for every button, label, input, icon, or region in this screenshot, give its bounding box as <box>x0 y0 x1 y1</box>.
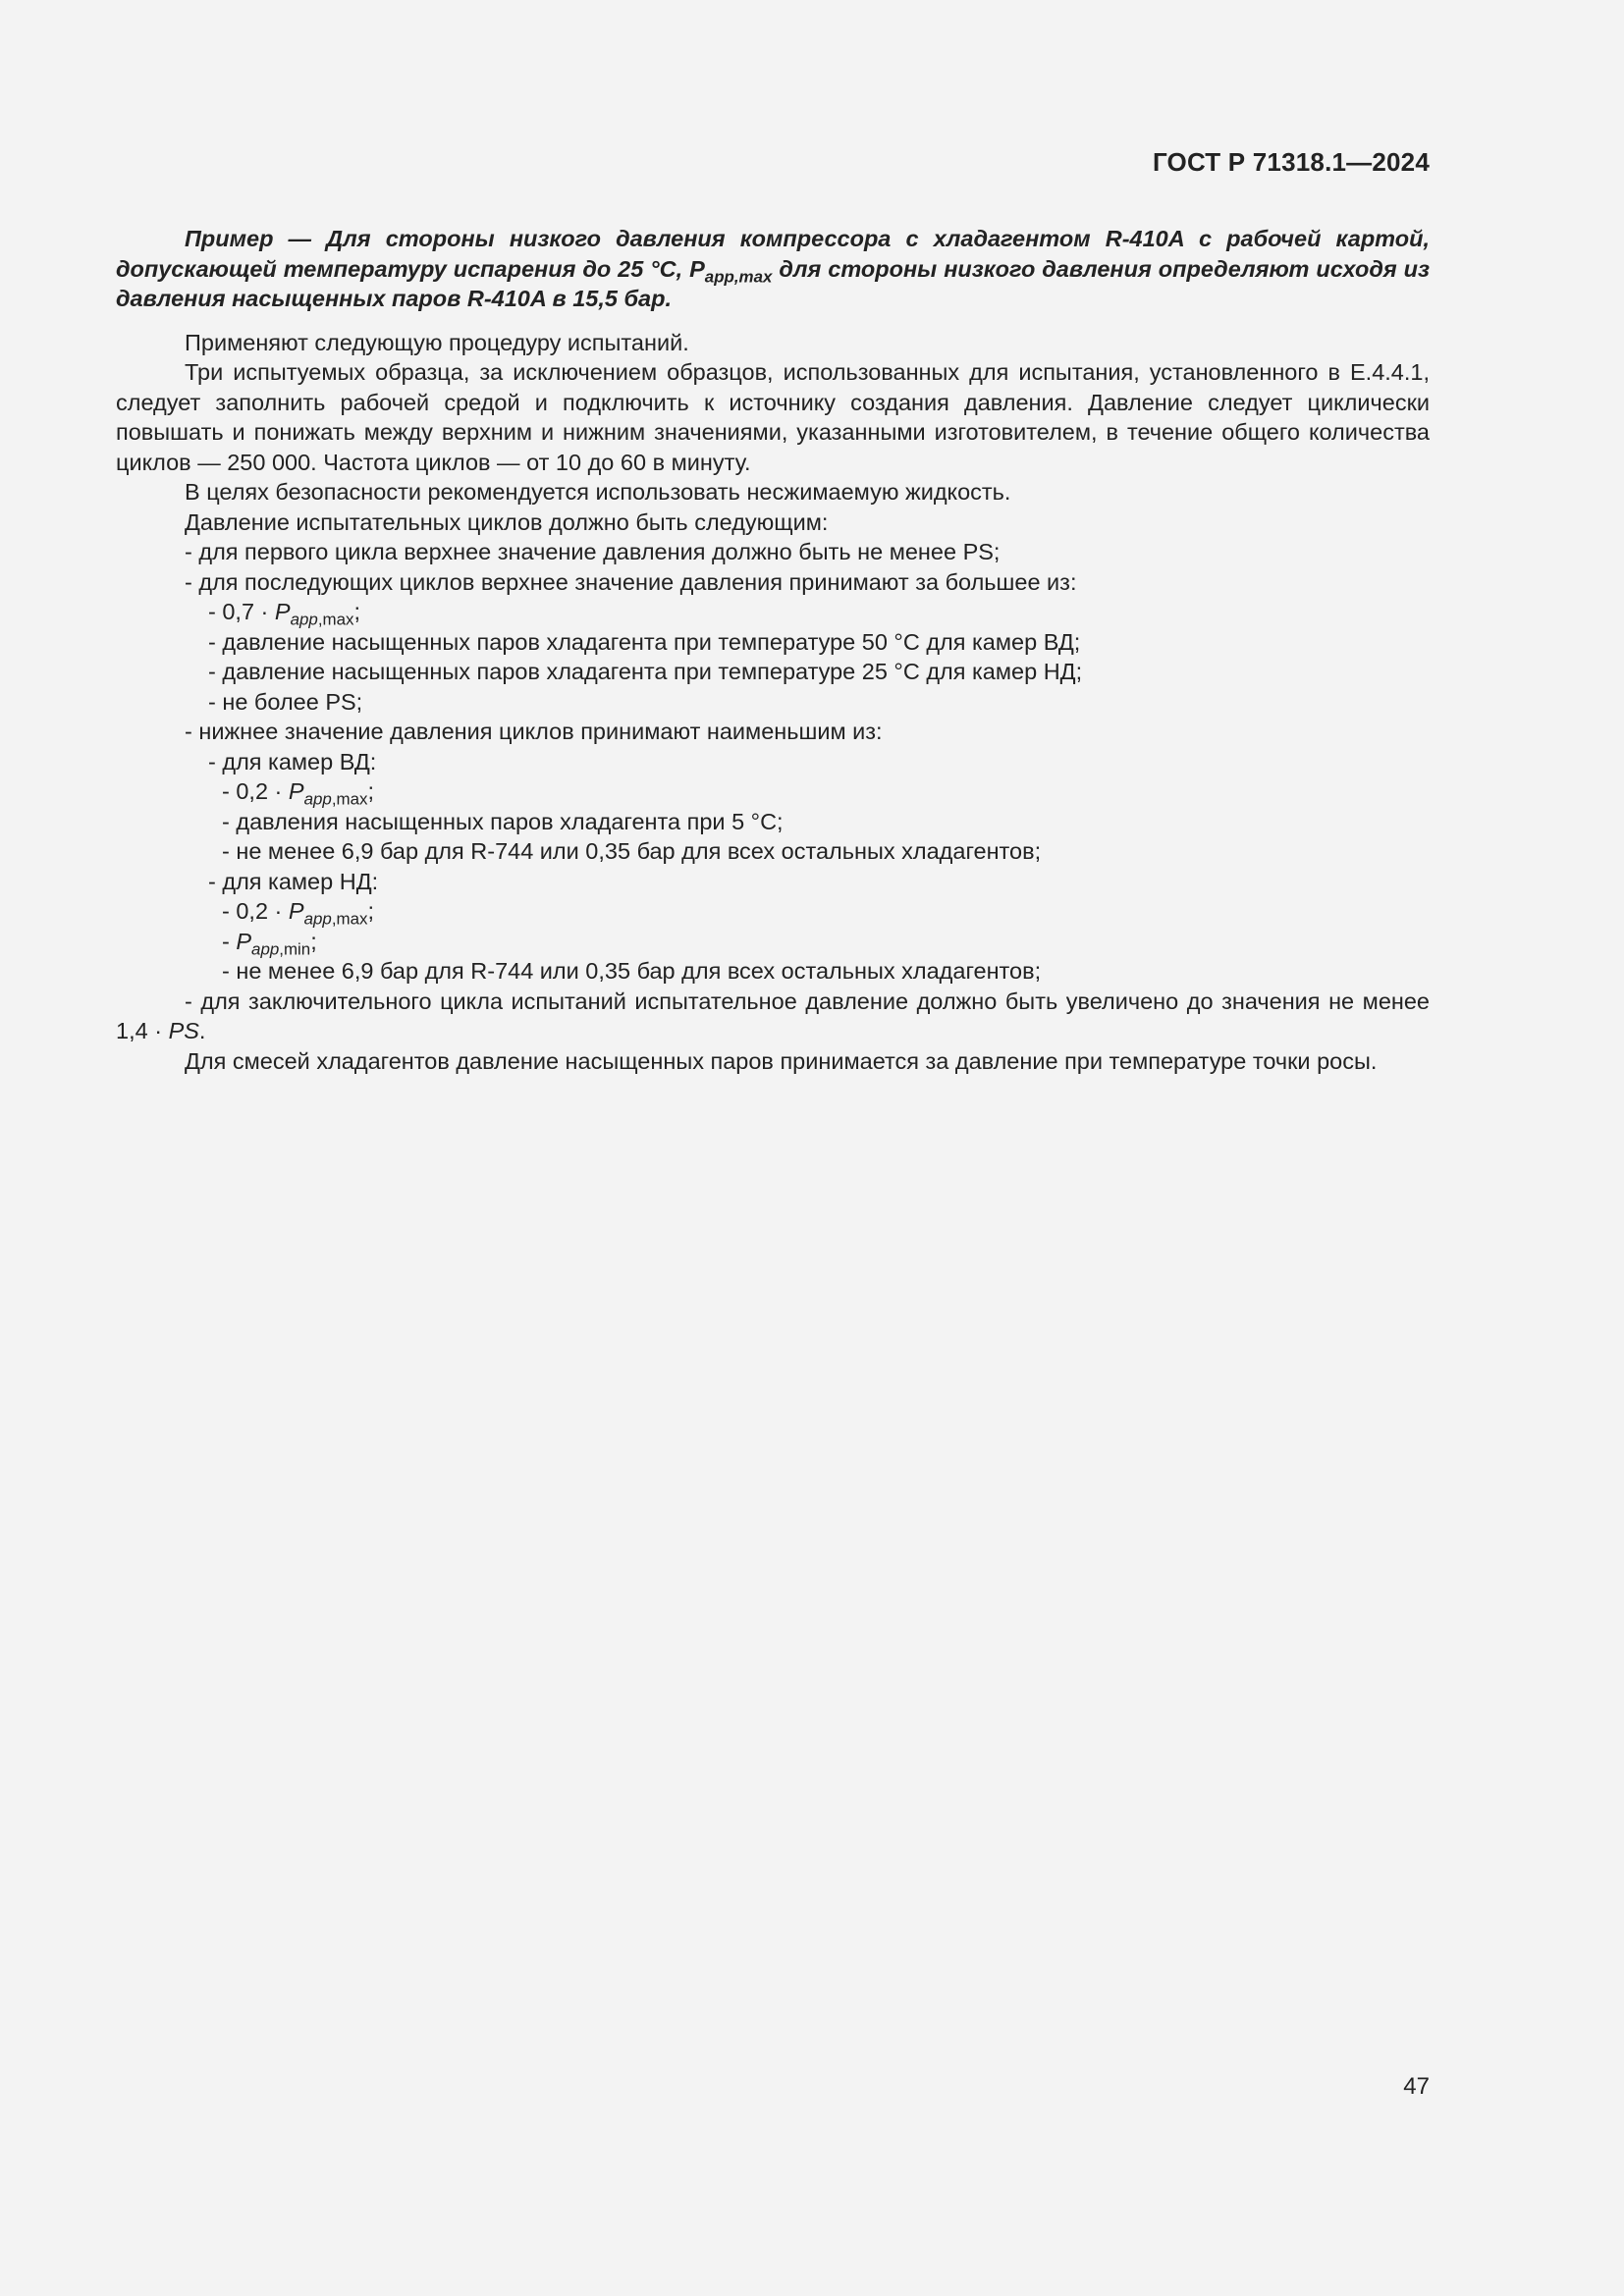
subitem-suffix: ; <box>367 898 374 924</box>
subscript-italic: app <box>290 610 318 629</box>
subitem-suffix: ; <box>310 928 317 954</box>
list-subsubitem-nd-papp-min <box>116 927 1430 957</box>
subscript-italic: app <box>251 938 280 958</box>
list-item-subsequent-cycles: - для последующих циклов верхнее значение давления принимают за большее из: <box>185 568 1077 595</box>
paragraph-samples: Три испытуемых образца, за исключением образцов, использованных для испытания, установленного в Е.4.4.1, следует заполнить рабочей средой и подключить к источнику создания давления. Давление следует циклически повышать и понижать между верхним и нижним значениями, указанными изготовителем, в течение общего количества циклов — 250 000. Частота циклов — от 10 до 60 в минуту. <box>116 359 1430 475</box>
list-subsubitem-vd-0-2 <box>116 776 1430 807</box>
subitem-prefix: - 0,2 · <box>222 778 289 804</box>
example-symbol: P <box>689 255 705 282</box>
subscript-rest: ,max <box>331 789 368 809</box>
list-subitem-vd: - для камер ВД: <box>208 748 377 774</box>
list-item-lower-value: - нижнее значение давления циклов принимают наименьшим из: <box>185 719 883 744</box>
symbol-p: P <box>236 928 252 954</box>
subitem-suffix: ; <box>367 778 374 804</box>
symbol-ps: PS <box>168 1018 199 1043</box>
paragraph-mixtures: Для смесей хладагентов давление насыщенных паров принимается за давление при температуре точки росы. <box>185 1047 1378 1074</box>
subscript <box>304 789 368 808</box>
symbol-p: P <box>274 599 291 624</box>
subscript <box>291 610 354 628</box>
list-subitem-ps: - не более PS; <box>208 688 363 715</box>
page-body <box>116 224 1430 1076</box>
list-subitem-25c: - давление насыщенных паров хладагента при температуре 25 °C для камер НД; <box>208 659 1083 684</box>
list-item-first-cycle: - для первого цикла верхнее значение давления должно быть не менее PS; <box>185 539 1001 564</box>
subitem-suffix: ; <box>353 599 360 624</box>
example-subscript: app,max <box>704 266 773 286</box>
list-subsubitem-nd-0-2 <box>116 896 1430 927</box>
list-subitem-nd: - для камер НД: <box>208 868 379 894</box>
subscript <box>304 909 368 928</box>
symbol-p: P <box>288 898 304 924</box>
list-subitem-50c: - давление насыщенных паров хладагента при температуре 50 °C для камер ВД; <box>208 628 1081 655</box>
page-number: 47 <box>1403 2073 1430 2100</box>
example-text-1: Пример — Для стороны низкого давления компрессора с хладагентом R-410A с рабочей картой, допускающей температуру испарения до 25 °C, <box>116 226 1430 282</box>
list-subsubitem-vd-5c: - давления насыщенных паров хладагента при 5 °C; <box>222 808 784 834</box>
list-subsubitem-vd-min: - не менее 6,9 бар для R-744 или 0,35 бар для всех остальных хладагентов; <box>222 838 1042 864</box>
subscript-italic: app <box>303 789 332 809</box>
subscript-rest: ,max <box>331 909 368 929</box>
list-subitem-0-7-papp <box>116 597 1430 627</box>
document-header: ГОСТ Р 71318.1—2024 <box>1152 147 1430 177</box>
subitem-prefix: - 0,7 · <box>208 599 275 624</box>
example-text-2: для стороны низкого давления определяют исходя из давления насыщенных паров R-410A в 15,5 бар. <box>116 255 1430 311</box>
paragraph-procedure: Применяют следующую процедуру испытаний. <box>185 329 689 355</box>
final-cycle-text: - для заключительного цикла испытаний испытательное давление должно быть увеличено до значения не менее 1,4 · <box>116 988 1430 1043</box>
example-note <box>116 224 1430 314</box>
paragraph-cycle-pressure: Давление испытательных циклов должно быть следующим: <box>185 508 829 535</box>
symbol-p: P <box>288 778 304 804</box>
subscript-rest: ,min <box>279 938 311 958</box>
subscript-italic: app <box>303 909 332 929</box>
subscript-rest: ,max <box>317 610 354 629</box>
paragraph-safety: В целях безопасности рекомендуется использовать несжимаемую жидкость. <box>185 479 1011 505</box>
list-subsubitem-nd-min: - не менее 6,9 бар для R-744 или 0,35 бар для всех остальных хладагентов; <box>222 958 1042 984</box>
subitem-prefix: - <box>222 928 237 954</box>
list-item-final-cycle <box>116 987 1430 1046</box>
final-cycle-suffix: . <box>198 1018 206 1043</box>
subitem-prefix: - 0,2 · <box>222 898 289 924</box>
